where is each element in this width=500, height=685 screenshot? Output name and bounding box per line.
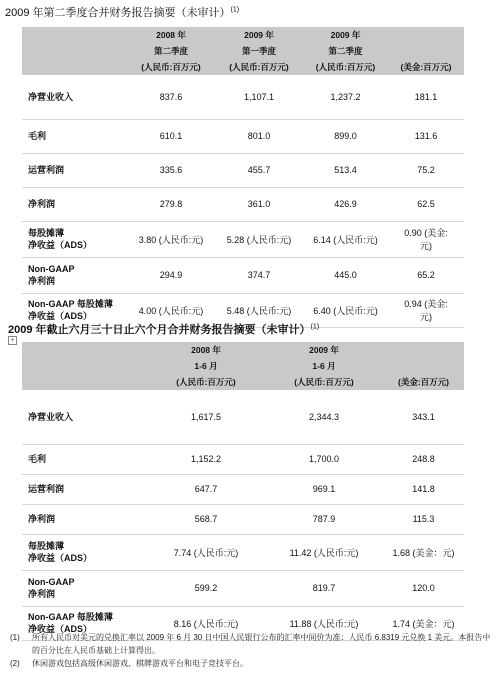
row-label xyxy=(22,570,147,606)
table-cell: 1,152.2 xyxy=(147,444,265,474)
table-row xyxy=(22,75,464,119)
row-label xyxy=(22,257,127,293)
table-cell: 141.8 xyxy=(383,474,464,504)
table-cell: 11.42 (人民币:元) xyxy=(265,534,383,570)
row-label-line: 运营利润 xyxy=(28,484,65,494)
column-header: 1-6 月 xyxy=(147,358,265,374)
row-label-line: Non-GAAP 每股摊薄 xyxy=(28,612,113,622)
column-header xyxy=(22,43,127,59)
column-header xyxy=(22,59,127,75)
table1-title-footnote-ref: (1) xyxy=(230,6,240,14)
column-header: (人民币:百万元) xyxy=(303,59,388,75)
header-row xyxy=(22,374,464,390)
column-header: (美金:百万元) xyxy=(383,374,464,390)
column-header xyxy=(22,358,147,374)
row-label-line: 净收益（ADS） xyxy=(28,553,93,563)
table-row xyxy=(22,187,464,221)
column-header: 第一季度 xyxy=(215,43,303,59)
row-label-line: 净收益（ADS） xyxy=(28,240,93,250)
table-cell: 374.7 xyxy=(215,257,303,293)
table-cell: 819.7 xyxy=(265,570,383,606)
table-cell: 801.0 xyxy=(215,119,303,153)
table1-title: 2009 年第二季度合并财务报告摘要（未审计）$^{(1)}$ xyxy=(5,6,240,19)
footnote-text: 休闲游戏包括高级休闲游戏、棋牌游戏平台和电子竞技平台。 xyxy=(32,659,248,668)
table-cell: 11.88 (人民币:元) xyxy=(265,606,383,640)
table-cell: 2,344.3 xyxy=(265,390,383,444)
table-cell: 647.7 xyxy=(147,474,265,504)
table-row xyxy=(22,444,464,474)
table-cell: 1,617.5 xyxy=(147,390,265,444)
table-row xyxy=(22,119,464,153)
column-header: 2009 年 xyxy=(265,342,383,358)
table-cell: 837.6 xyxy=(127,75,215,119)
row-label-line: 净营业收入 xyxy=(28,91,74,102)
table-cell: 5.48 (人民币:元) xyxy=(215,293,303,327)
table-row xyxy=(22,390,464,444)
row-label-line: 净收益（ADS） xyxy=(28,311,93,321)
row-label xyxy=(22,474,147,504)
row-label xyxy=(22,75,127,119)
row-label-line: Non-GAAP xyxy=(28,264,75,274)
header-row xyxy=(22,27,464,43)
table-cell: 343.1 xyxy=(383,390,464,444)
table-cell: 361.0 xyxy=(215,187,303,221)
column-header xyxy=(22,374,147,390)
table-cell: 610.1 xyxy=(127,119,215,153)
table-cell: 599.2 xyxy=(147,570,265,606)
footnote-marker: (1) xyxy=(10,633,20,642)
column-header xyxy=(22,342,147,358)
row-label-line: 每股摊薄 xyxy=(28,228,65,238)
table-cell: 6.14 (人民币:元) xyxy=(303,221,388,257)
table-cell: 1,107.1 xyxy=(215,75,303,119)
column-header xyxy=(383,358,464,374)
row-label xyxy=(22,444,147,474)
column-header: (人民币:百万元) xyxy=(265,374,383,390)
table-cell: 455.7 xyxy=(215,153,303,187)
row-label-line: 净收益（ADS） xyxy=(28,624,93,634)
half-year-summary-table xyxy=(22,342,464,641)
table-cell: 0.94 (美金: 元) xyxy=(388,293,464,327)
header-row xyxy=(22,43,464,59)
footnote-text: 所有人民币对美元的兑换汇率以 2009 年 6 月 30 日中国人民银行公布的汇率中间价为准：人民币 6.8319 元兑换 1 美元。本报告中的百分比在人民币基础上计算得出。 xyxy=(32,633,491,655)
table-cell: 0.90 (美金: 元) xyxy=(388,221,464,257)
table-cell: 1.68 (美金：元) xyxy=(383,534,464,570)
column-header: (美金:百万元) xyxy=(388,59,464,75)
table-row xyxy=(22,257,464,293)
table-cell: 279.8 xyxy=(127,187,215,221)
table-cell: 5.28 (人民币:元) xyxy=(215,221,303,257)
row-label xyxy=(22,504,147,534)
table-cell: 115.3 xyxy=(383,504,464,534)
table-cell: 131.6 xyxy=(388,119,464,153)
column-header: (人民币:百万元) xyxy=(127,59,215,75)
table-cell: 513.4 xyxy=(303,153,388,187)
header-row xyxy=(22,358,464,374)
column-header xyxy=(388,43,464,59)
row-label-line: 运营利润 xyxy=(28,165,65,175)
table-move-handle-icon[interactable]: + xyxy=(8,336,17,345)
row-label xyxy=(22,119,127,153)
row-label xyxy=(22,153,127,187)
row-label xyxy=(22,534,147,570)
table-row xyxy=(22,570,464,606)
table-cell: 65.2 xyxy=(388,257,464,293)
row-label xyxy=(22,390,147,444)
table-cell: 568.7 xyxy=(147,504,265,534)
column-header xyxy=(22,27,127,43)
column-header xyxy=(388,27,464,43)
table-cell: 1,237.2 xyxy=(303,75,388,119)
table-cell: 445.0 xyxy=(303,257,388,293)
header-row xyxy=(22,342,464,358)
table-cell: 1,700.0 xyxy=(265,444,383,474)
table-cell: 787.9 xyxy=(265,504,383,534)
table-cell: 335.6 xyxy=(127,153,215,187)
column-header: 1-6 月 xyxy=(265,358,383,374)
table2-title-footnote-ref: (1) xyxy=(310,323,320,331)
table-cell: 248.8 xyxy=(383,444,464,474)
table-row xyxy=(22,534,464,570)
footnotes xyxy=(10,631,495,670)
table-cell: 1.74 (美金：元) xyxy=(383,606,464,640)
footnote xyxy=(10,657,495,670)
column-header xyxy=(383,342,464,358)
column-header: 2009 年 xyxy=(215,27,303,43)
table-cell: 181.1 xyxy=(388,75,464,119)
table-cell: 62.5 xyxy=(388,187,464,221)
footnote xyxy=(10,631,495,657)
column-header: 2008 年 xyxy=(127,27,215,43)
row-label-line: 净利润 xyxy=(28,199,56,209)
table-cell: 294.9 xyxy=(127,257,215,293)
table-cell: 899.0 xyxy=(303,119,388,153)
table-cell: 120.0 xyxy=(383,570,464,606)
table-row xyxy=(22,221,464,257)
row-label-line: 每股摊薄 xyxy=(28,541,65,551)
table-cell: 7.74 (人民币:元) xyxy=(147,534,265,570)
table-cell: 6.40 (人民币:元) xyxy=(303,293,388,327)
row-label-line: Non-GAAP xyxy=(28,577,75,587)
table-row xyxy=(22,153,464,187)
table-row xyxy=(22,504,464,534)
table2-title: 2009 年截止六月三十日止六个月合并财务报告摘要（未审计）$^{(1)}$ xyxy=(8,323,320,336)
column-header: 第二季度 xyxy=(127,43,215,59)
row-label xyxy=(22,187,127,221)
row-label-line: Non-GAAP 每股摊薄 xyxy=(28,299,113,309)
column-header: (人民币:百万元) xyxy=(147,374,265,390)
column-header: 2008 年 xyxy=(147,342,265,358)
table-cell: 75.2 xyxy=(388,153,464,187)
table-cell: 969.1 xyxy=(265,474,383,504)
header-row xyxy=(22,59,464,75)
row-label-line: 毛利 xyxy=(28,131,47,141)
footnote-marker: (2) xyxy=(10,659,20,668)
column-header: 2009 年 xyxy=(303,27,388,43)
row-label-line: 净营业收入 xyxy=(28,411,74,422)
row-label xyxy=(22,221,127,257)
row-label-line: 净利润 xyxy=(28,589,56,599)
row-label-line: 净利润 xyxy=(28,276,56,286)
table-row xyxy=(22,474,464,504)
table-cell: 426.9 xyxy=(303,187,388,221)
column-header: 第二季度 xyxy=(303,43,388,59)
table-cell: 4.00 (人民币:元) xyxy=(127,293,215,327)
column-header: (人民币:百万元) xyxy=(215,59,303,75)
table-cell: 8.16 (人民币:元) xyxy=(147,606,265,640)
row-label-line: 净利润 xyxy=(28,514,56,524)
table-cell: 3.80 (人民币:元) xyxy=(127,221,215,257)
row-label-line: 毛利 xyxy=(28,454,47,464)
